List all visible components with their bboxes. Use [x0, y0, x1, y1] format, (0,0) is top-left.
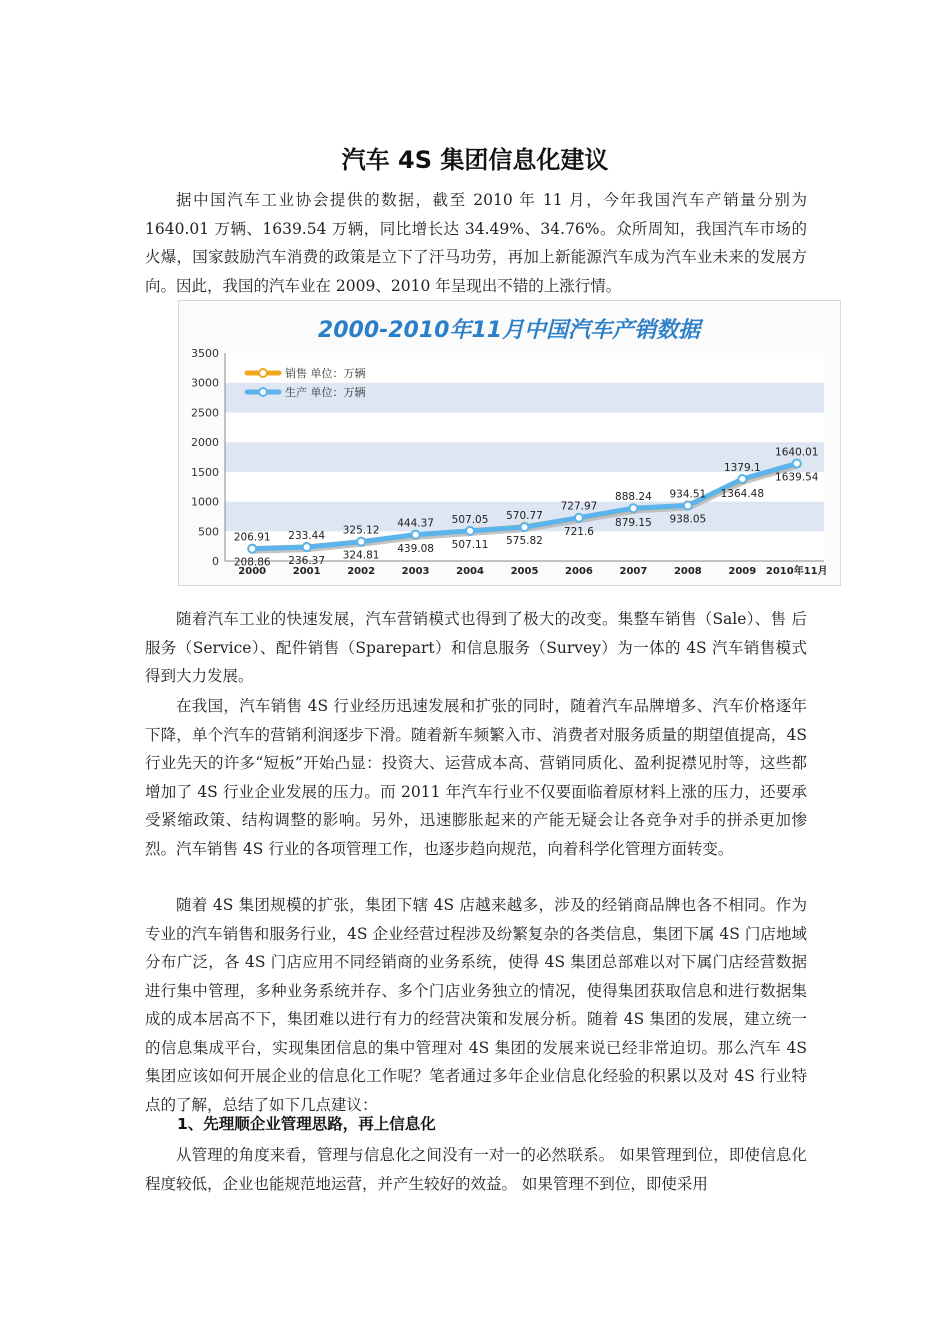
- y-tick-label: 1500: [191, 465, 219, 479]
- data-label: 206.91: [233, 531, 271, 544]
- sales-production-chart: [178, 300, 841, 586]
- x-tick-label: 2002: [347, 566, 376, 577]
- data-label: 507.11: [451, 538, 489, 551]
- data-point: [629, 504, 637, 512]
- legend-label: 生产 单位：万辆: [285, 386, 366, 399]
- document-title: 汽车 4S 集团信息化建议: [341, 146, 609, 174]
- data-label: 1364.48: [720, 487, 765, 500]
- data-label: 938.05: [669, 513, 707, 526]
- data-point: [521, 523, 529, 531]
- x-tick-label: 2009: [728, 566, 757, 577]
- data-label: 1640.01: [775, 446, 819, 459]
- y-tick-label: 2500: [191, 406, 219, 420]
- chart-y-axis: [191, 347, 225, 568]
- data-label: 439.08: [397, 542, 434, 555]
- data-point: [793, 460, 801, 468]
- y-tick-label: 1000: [191, 495, 219, 509]
- data-label: 575.82: [506, 534, 543, 547]
- legend-swatch-dot: [259, 369, 267, 377]
- chart-svg: [179, 301, 840, 585]
- data-label: 879.15: [615, 516, 652, 529]
- data-point: [466, 527, 474, 535]
- data-label: 208.86: [233, 556, 271, 569]
- y-tick-label: 500: [198, 525, 219, 539]
- data-label: 727.97: [560, 500, 598, 513]
- data-point: [738, 475, 746, 483]
- paragraph-2: 随着汽车工业的快速发展，汽车营销模式也得到了极大的改变。集整车销售（Sale）、售 后服务（Service）、配件销售（Sparepart）和信息服务（Survey）为一体的 4S 汽车销售模式得到大力发展。: [145, 610, 807, 685]
- data-label: 444.37: [397, 517, 434, 530]
- grid-band: [225, 412, 824, 442]
- data-point: [357, 538, 365, 546]
- y-tick-label: 2000: [191, 436, 219, 450]
- data-point: [412, 531, 420, 539]
- data-label: 934.51: [669, 488, 707, 501]
- x-tick-label: 2000: [238, 566, 267, 577]
- data-point: [684, 501, 692, 509]
- x-tick-label: 2004: [456, 566, 484, 577]
- section-heading-1: 1、先理顺企业管理思路，再上信息化: [177, 1115, 436, 1133]
- data-label: 507.05: [451, 513, 489, 526]
- paragraph-4: 随着 4S 集团规模的扩张，集团下辖 4S 店越来越多，涉及的经销商品牌也各不相同。作为专业的汽车销售和服务行业，4S 企业经营过程涉及纷繁复杂的各类信息，集团下属 4S 门店地域分布广泛，各 4S 门店应用不同经销商的业务系统，使得 4S 集团总部难以对下属门店经营数据进行集中管理，多种业务系统并存、多个门店业务独立的情况，使得集团获取信息和进行数据集成的成本居高不下，集团难以进行有力的经营决策和发展分析。随着 4S 集团的发展，建立统一的信息集成平台，实现集团信息的集中管理对 4S 集团的发展来说已经非常迫切。那么汽车 4S 集团应该如何开展企业的信息化工作呢？笔者通过多年企业信息化经验的积累以及对 4S 行业特点的了解，总结了如下几点建议：: [145, 896, 807, 1114]
- x-tick-label: 2006: [565, 566, 593, 577]
- x-tick-label: 2007: [619, 566, 648, 577]
- data-label: 324.81: [342, 549, 380, 562]
- x-tick-label: 2008: [673, 566, 702, 577]
- data-point: [303, 543, 311, 551]
- data-label: 236.37: [288, 554, 326, 567]
- data-label: 570.77: [506, 510, 543, 523]
- y-tick-label: 3500: [191, 347, 219, 360]
- data-point: [248, 545, 256, 553]
- data-point: [575, 514, 583, 522]
- paragraph-5: 从管理的角度来看，管理与信息化之间没有一对一的必然联系。 如果管理到位，即使信息化程度较低，企业也能规范地运营，并产生较好的效益。 如果管理不到位，即使采用: [145, 1146, 807, 1193]
- x-tick-label: 2005: [510, 566, 539, 577]
- x-tick-label: 2001: [292, 566, 321, 577]
- data-label: 233.44: [288, 530, 326, 543]
- y-tick-label: 0: [212, 555, 219, 568]
- data-label: 721.6: [563, 526, 594, 539]
- y-tick-label: 3000: [191, 376, 219, 390]
- chart-title: 2000-2010年11月中国汽车产销数据: [317, 318, 701, 343]
- data-label: 1379.1: [723, 462, 761, 475]
- data-label: 325.12: [342, 524, 380, 537]
- x-tick-label: 2003: [401, 566, 430, 577]
- x-tick-label: 2010年11月: [765, 566, 828, 577]
- paragraph-3: 在我国，汽车销售 4S 行业经历迅速发展和扩张的同时，随着汽车品牌增多、汽车价格逐年下降，单个汽车的营销利润逐步下滑。随着新车频繁入市、消费者对服务质量的期望值提高，4S 行业先天的许多“短板”开始凸显：投资大、运营成本高、营销同质化、盈利捉襟见肘等，这些都增加了 4S 行业企业发展的压力。而 2011 年汽车行业不仅要面临着原材料上涨的压力，还要承受紧缩政策、结构调整的影响。另外，迅速膨胀起来的产能无疑会让各竞争对手的拼杀更加惨烈。汽车销售 4S 行业的各项管理工作，也逐步趋向规范，向着科学化管理方面转变。: [145, 697, 807, 858]
- legend-label: 销售 单位：万辆: [285, 367, 366, 380]
- legend-swatch-dot: [259, 388, 267, 396]
- data-label: 888.24: [615, 491, 652, 504]
- paragraph-1: 据中国汽车工业协会提供的数据，截至 2010 年 11 月，今年我国汽车产销量分别为 1640.01 万辆、1639.54 万辆，同比增长达 34.49%、34.76%。众所周知，我国汽车市场的火爆，国家鼓励汽车消费的政策是立下了汗马功劳，再加上新能源汽车成为汽车业未来的发展方向。因此，我国的汽车业在 2009、2010 年呈现出不错的上涨行情。: [145, 191, 807, 295]
- data-label: 1639.54: [775, 471, 819, 484]
